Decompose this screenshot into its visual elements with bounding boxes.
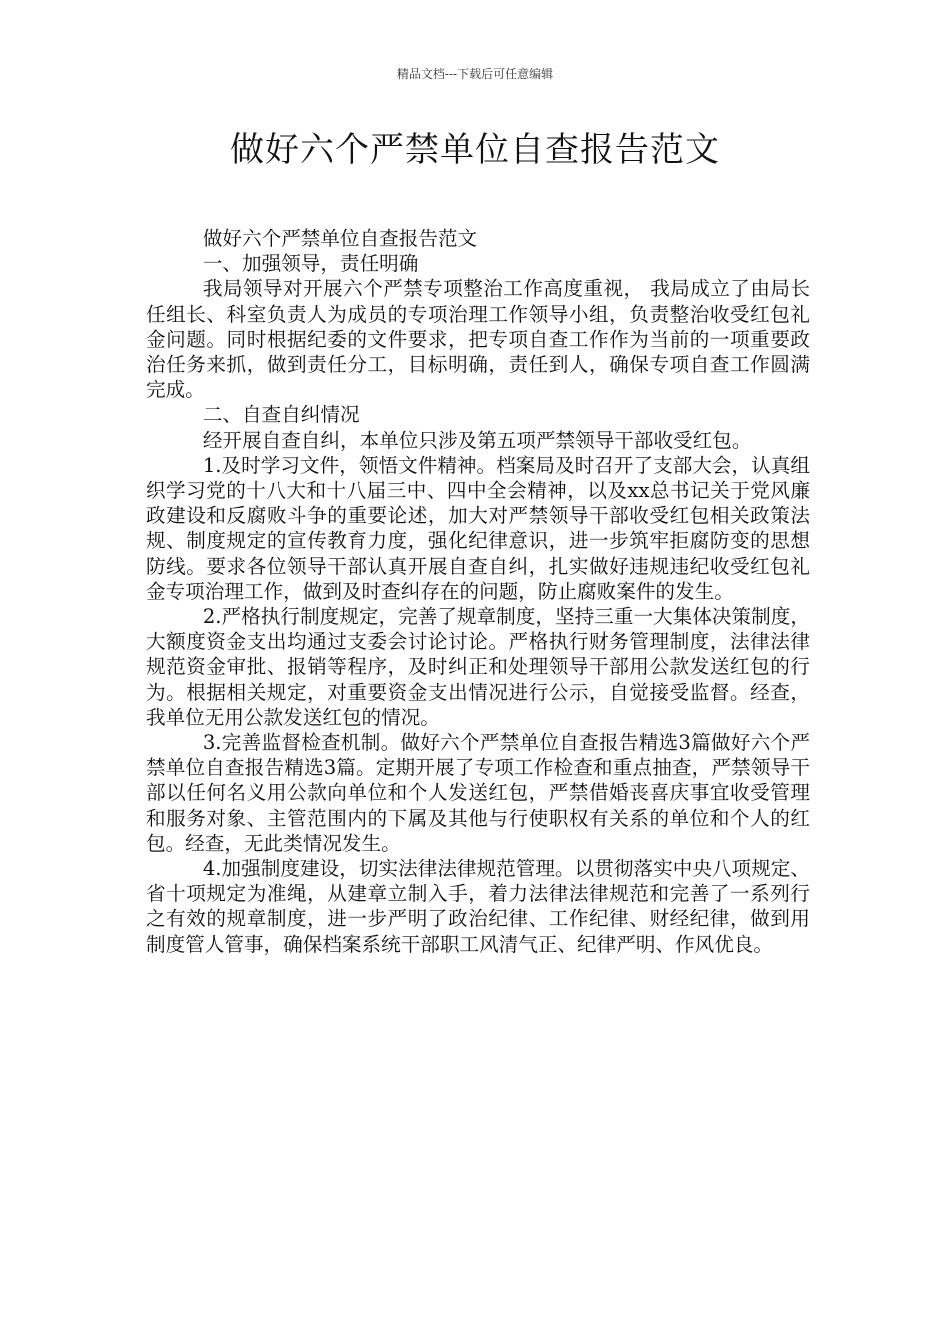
section-heading-2: 二、自查自纠情况 xyxy=(202,403,360,427)
paragraph-item-2: 2.严格执行制度规定，完善了规章制度，坚持三重一大集体决策制度，大额度资金支出均通过支委会讨论讨论。严格执行财务管理制度，法律法律规范资金审批、报销等程序，及时纠正和处理领导干部用公款发送红包的行为。根据相关规定，对重要资金支出情况进行公示，自觉接受监督。经查，我单位无用公款发送红包的情况。 xyxy=(146,605,810,729)
paragraph: 经开展自查自纠，本单位只涉及第五项严禁领导干部收受红包。 xyxy=(202,428,752,452)
paragraph-item-1: 1.及时学习文件，领悟文件精神。档案局及时召开了支部大会，认真组织学习党的十八大和十八届三中、四中全会精神，以及xx总书记关于党风廉政建设和反腐败斗争的重要论述，加大对严禁领导干部收受红包相关政策法规、制度规定的宣传教育力度，强化纪律意识，进一步筑牢拒腐防变的思想防线。要求各位领导干部认真开展自查自纠，扎实做好违规违纪收受红包礼金专项治理工作，做到及时查纠存在的问题，防止腐败案件的发生。 xyxy=(146,453,810,603)
section-heading-1: 一、加强领导，责任明确 xyxy=(202,252,419,276)
paragraph-item-3: 3.完善监督检查机制。做好六个严禁单位自查报告精选3篇做好六个严禁单位自查报告精选3篇。定期开展了专项工作检查和重点抽查，严禁领导干部以任何名义用公款向单位和个人发送红包，严禁借婚丧喜庆事宜收受管理和服务对象、主管范围内的下属及其他与行使职权有关系的单位和个人的红包。经查，无此类情况发生。 xyxy=(146,731,810,855)
paragraph: 我局领导对开展六个严禁专项整治工作高度重视， 我局成立了由局长任组长、科室负责人为成员的专项治理工作领导小组，负责整治收受红包礼金问题。同时根据纪委的文件要求，把专项自查工作作为当前的一项重要政治任务来抓，做到责任分工，目标明确，责任到人，确保专项自查工作圆满完成。 xyxy=(146,277,810,402)
paragraph-item-4: 4.加强制度建设，切实法律法律规范管理。以贯彻落实中央八项规定、省十项规定为准绳，从建章立制入手，着力法律法律规范和完善了一系列行之有效的规章制度，进一步严明了政治纪律、工作纪律、财经纪律，做到用制度管人管事，确保档案系统干部职工风清气正、纪律严明、作风优良。 xyxy=(146,857,810,956)
document-title: 做好六个严禁单位自查报告范文 xyxy=(230,130,720,170)
paragraph-subtitle: 做好六个严禁单位自查报告范文 xyxy=(202,227,478,250)
page-header-note: 精品文档---下载后可任意编辑 xyxy=(396,67,554,81)
document-body xyxy=(146,226,810,957)
